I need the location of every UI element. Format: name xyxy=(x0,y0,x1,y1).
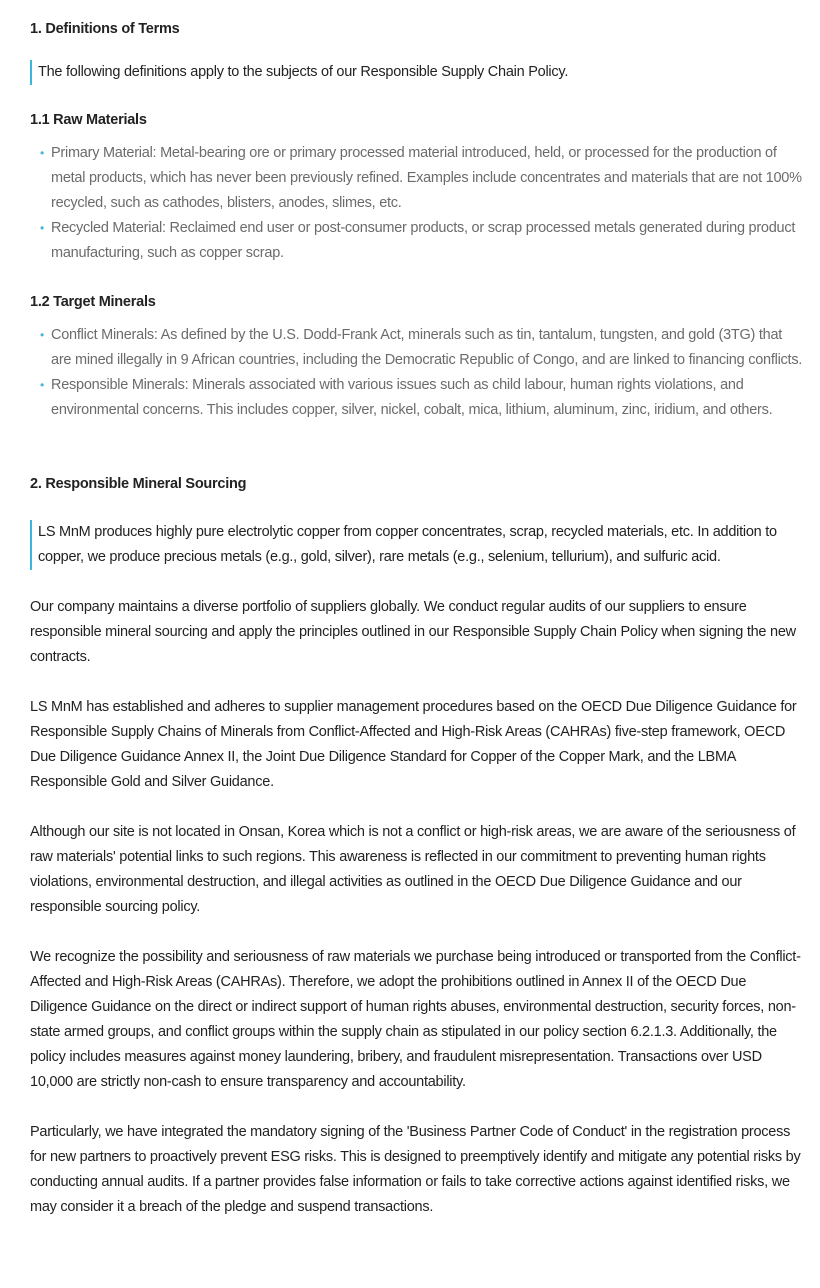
paragraph-code-of-conduct: Particularly, we have integrated the mandatory signing of the 'Business Partner Code of Conduct' in the registration process for new partners to proactively prevent ESG risks. This is designed to preemptively identify and mitigate any potential risks by conducting annual audits. If a partner provides false information or fails to take corrective actions against identified risks, we may consider it a breach of the pledge and suspend transactions. xyxy=(30,1124,801,1215)
list-item-conflict-minerals: • Conflict Minerals: As defined by the U.S. Dodd-Frank Act, minerals such as tin, tantalum, tungsten, and gold (3TG) that are mined illegally in 9 African countries, including the Democratic Republic of Congo, and are linked to financing conflicts. xyxy=(39,323,806,373)
paragraph-cahras: We recognize the possibility and seriousness of raw materials we purchase being introduced or transported from the Conflict-Affected and High-Risk Areas (CAHRAs). Therefore, we adopt the prohibitions outlined in Annex II of the OECD Due Diligence Guidance on the direct or indirect support of human rights abuses, environmental destruction, security forces, non-state armed groups, and conflict groups within the supply chain as stipulated in our policy section 6.2.1.3. Additionally, the policy includes measures against money laundering, bribery, and fraudulent misrepresentation. Transactions over USD 10,000 are strictly non-cash to ensure transparency and accountability. xyxy=(30,949,801,1090)
section-1-intro xyxy=(30,60,806,85)
bullet-dot-icon: • xyxy=(40,221,44,235)
target-minerals-list xyxy=(30,323,806,423)
section-1-heading: 1. Definitions of Terms xyxy=(30,21,180,37)
section-2-intro-text: LS MnM produces highly pure electrolytic copper from copper concentrates, scrap, recycled materials, etc. In addition to copper, we produce precious metals (e.g., gold, silver), rare metals (e.g., selenium, tellurium), and sulfuric acid. xyxy=(38,524,777,565)
section-1-intro-text: The following definitions apply to the subjects of our Responsible Supply Chain Policy. xyxy=(38,64,569,80)
list-item-primary-material: • Primary Material: Metal-bearing ore or primary processed material introduced, held, or processed for the production of metal products, which has never been previously refined. Examples include concentrates and materials that are not 100% recycled, such as cathodes, blisters, anodes, slimes, etc. xyxy=(39,141,806,216)
paragraph-suppliers: Our company maintains a diverse portfolio of suppliers globally. We conduct regular audits of our suppliers to ensure responsible mineral sourcing and apply the principles outlined in our Responsible Supply Chain Policy when signing the new contracts. xyxy=(30,599,796,665)
section-2-heading: 2. Responsible Mineral Sourcing xyxy=(30,476,247,492)
bullet-dot-icon: • xyxy=(40,378,44,392)
paragraph-awareness: Although our site is not located in Onsan, Korea which is not a conflict or high-risk areas, we are aware of the seriousness of raw materials' potential links to such regions. This awareness is reflected in our commitment to preventing human rights violations, environmental destruction, and illegal activities as outlined in the OECD Due Diligence Guidance and our responsible sourcing policy. xyxy=(30,824,796,915)
subsection-raw-materials-heading: 1.1 Raw Materials xyxy=(30,112,147,128)
bullet-dot-icon: • xyxy=(40,328,44,342)
list-item-recycled-material: • Recycled Material: Reclaimed end user or post-consumer products, or scrap processed metals generated during product manufacturing, such as copper scrap. xyxy=(39,216,806,266)
raw-materials-list xyxy=(30,141,806,266)
subsection-target-minerals-heading: 1.2 Target Minerals xyxy=(30,294,156,310)
bullet-dot-icon: • xyxy=(40,146,44,160)
section-2-intro xyxy=(30,520,806,570)
list-item-responsible-minerals: • Responsible Minerals: Minerals associated with various issues such as child labour, human rights violations, and environmental concerns. This includes copper, silver, nickel, cobalt, mica, lithium, aluminum, zinc, iridium, and others. xyxy=(39,373,806,423)
paragraph-procedures: LS MnM has established and adheres to supplier management procedures based on the OECD Due Diligence Guidance for Responsible Supply Chains of Minerals from Conflict-Affected and High-Risk Areas (CAHRAs) five-step framework, OECD Due Diligence Guidance Annex II, the Joint Due Diligence Standard for Copper of the Copper Mark, and the LBMA Responsible Gold and Silver Guidance. xyxy=(30,699,797,790)
